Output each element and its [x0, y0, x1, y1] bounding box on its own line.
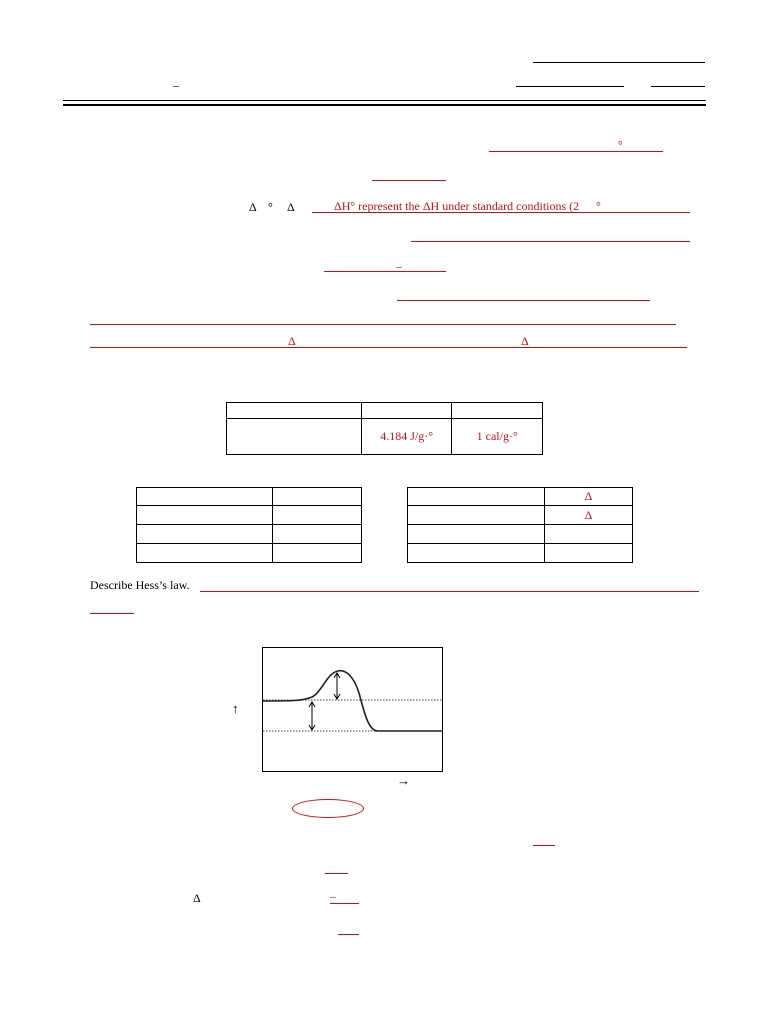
- header-dash: –: [173, 78, 179, 92]
- answer-line-2[interactable]: [372, 180, 446, 181]
- table-cell: [452, 403, 543, 419]
- delta-label: Δ: [193, 891, 201, 905]
- table-cell: [227, 419, 362, 455]
- circled-answer: [292, 799, 364, 818]
- table-cell-delta-1: Δ: [545, 488, 633, 506]
- table-cell: [137, 544, 273, 563]
- hess-answer-line-1[interactable]: [200, 591, 699, 592]
- table-cell: [137, 488, 273, 506]
- hess-answer-line-2[interactable]: [90, 613, 134, 614]
- header-date-line[interactable]: [516, 86, 624, 87]
- y-axis-arrow: ↑: [232, 701, 239, 716]
- header-name-line[interactable]: [533, 62, 705, 63]
- header-double-rule: [63, 100, 706, 106]
- table-cell: [408, 544, 545, 563]
- answer-blank-c[interactable]: [330, 903, 359, 904]
- hess-law-prompt: Describe Hess’s law.: [90, 578, 190, 592]
- standard-conditions-definition: ΔH° represent the ΔH under standard conditions (2: [334, 199, 580, 213]
- table-cell: [273, 488, 362, 506]
- specific-heat-calories: 1 cal/g·°: [452, 419, 543, 455]
- answer-blank-b[interactable]: [325, 873, 348, 874]
- diagram-frame: [263, 648, 443, 772]
- x-axis-arrow: →: [397, 773, 410, 788]
- dash-answer: –: [330, 889, 336, 903]
- answer-blank-d[interactable]: [338, 934, 359, 935]
- specific-heat-table: [226, 402, 543, 455]
- degree-sign-1: °: [618, 138, 623, 152]
- answer-line-8[interactable]: [90, 347, 687, 348]
- delta-symbol-1: Δ: [249, 200, 257, 214]
- delta-symbol-2: Δ: [287, 200, 295, 214]
- left-table: [136, 487, 362, 563]
- enthalpy-change-arrow: [309, 702, 315, 730]
- delta-mark-line8b: Δ: [521, 334, 529, 348]
- table-cell: [227, 403, 362, 419]
- energy-diagram: [262, 647, 444, 773]
- table-cell: [361, 403, 452, 419]
- activation-energy-arrow: [334, 673, 340, 699]
- table-cell: [545, 544, 633, 563]
- answer-line-6[interactable]: [397, 300, 650, 301]
- table-cell: [408, 506, 545, 525]
- table-cell: [273, 525, 362, 544]
- answer-line-7[interactable]: [90, 324, 676, 325]
- header-period-line[interactable]: [651, 86, 705, 87]
- table-cell: [408, 488, 545, 506]
- reaction-curve: [263, 671, 442, 731]
- table-cell: [273, 544, 362, 563]
- table-cell: [545, 525, 633, 544]
- answer-line-4[interactable]: [411, 241, 690, 242]
- answer-line-5[interactable]: [324, 271, 446, 272]
- table-cell: [273, 506, 362, 525]
- right-table: [407, 487, 633, 563]
- dash-mark-2: –: [396, 259, 402, 273]
- table-cell: [408, 525, 545, 544]
- answer-blank-a[interactable]: [533, 845, 555, 846]
- table-cell: [137, 525, 273, 544]
- delta-mark-line8a: Δ: [288, 334, 296, 348]
- table-cell-delta-2: Δ: [545, 506, 633, 525]
- specific-heat-joules: 4.184 J/g·°: [361, 419, 452, 455]
- answer-line-1[interactable]: [489, 151, 663, 152]
- table-cell: [137, 506, 273, 525]
- answer-line-3[interactable]: [312, 212, 690, 213]
- degree-symbol-2: °: [268, 200, 273, 214]
- standard-conditions-degree: °: [596, 199, 601, 213]
